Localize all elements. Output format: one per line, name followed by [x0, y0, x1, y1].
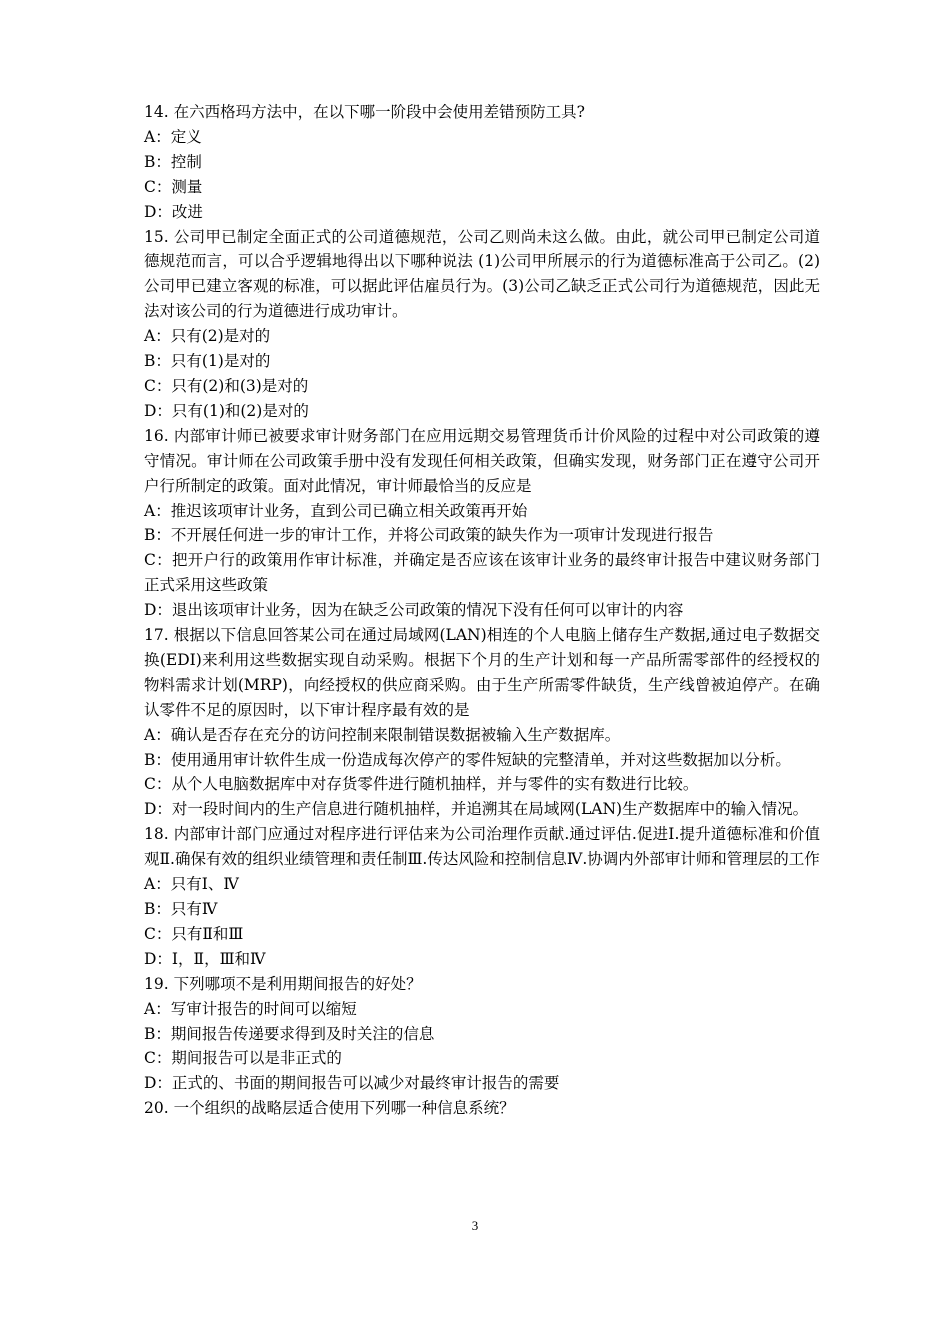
question-18: 18. 内部审计部门应通过对程序进行评估来为公司治理作贡献.通过评估.促进Ⅰ.提升道德标准和价值观Ⅱ.确保有效的组织业绩管理和责任制Ⅲ.传达风险和控制信息Ⅳ.协调内外部审计师和管理层的工作	[144, 825, 820, 869]
document-body	[144, 100, 820, 1121]
option-c: C：期间报告可以是非正式的	[144, 1049, 342, 1068]
option-c: C：测量	[144, 177, 203, 196]
option-b: B：使用通用审计软件生成一份造成每次停产的零件短缺的完整清单，并对这些数据加以分析。	[144, 750, 791, 769]
question-19: 19. 下列哪项不是利用期间报告的好处？	[144, 974, 422, 993]
option-d: D：正式的、书面的期间报告可以减少对最终审计报告的需要	[144, 1074, 560, 1093]
option-b: B：控制	[144, 152, 202, 171]
option-d: D：只有(1)和(2)是对的	[144, 401, 309, 420]
option-c: C：从个人电脑数据库中对存货零件进行随机抽样，并与零件的实有数进行比较。	[144, 775, 699, 794]
option-d: D：对一段时间内的生产信息进行随机抽样，并追溯其在局域网(LAN)生产数据库中的输入情况。	[144, 800, 809, 819]
option-d: D：改进	[144, 202, 203, 221]
option-d: D：退出该项审计业务，因为在缺乏公司政策的情况下没有任何可以审计的内容	[144, 601, 684, 620]
option-b: B：期间报告传递要求得到及时关注的信息	[144, 1024, 435, 1043]
option-c: C：只有Ⅱ和Ⅲ	[144, 924, 244, 943]
option-b: B：只有Ⅳ	[144, 900, 218, 918]
option-a: A：确认是否存在充分的访问控制来限制错误数据被输入生产数据库。	[144, 725, 621, 744]
question-17: 17. 根据以下信息回答某公司在通过局域网(LAN)相连的个人电脑上储存生产数据,通过电子数据交换(EDI)来利用这些数据实现自动采购。根据下个月的生产计划和每一产品所需零部件的经授权的物料需求计划(MRP)，向经授权的供应商采购。由于生产所需零件缺货，生产线曾被迫停产。在确认零件不足的原因时，以下审计程序最有效的是	[144, 626, 820, 719]
page-number: 3	[471, 1218, 479, 1233]
option-a: A：定义	[144, 127, 202, 146]
option-a: A：写审计报告的时间可以缩短	[144, 999, 357, 1018]
option-d: D：Ⅰ，Ⅱ，Ⅲ和Ⅳ	[144, 949, 266, 968]
question-15: 15. 公司甲已制定全面正式的公司道德规范，公司乙则尚未这么做。由此，就公司甲已制定公司道德规范而言，可以合乎逻辑地得出以下哪种说法 (1)公司甲所展示的行为道德标准高于公司乙。(2)公司甲已建立客观的标准，可以据此评估雇员行为。(3)公司乙缺乏正式公司行为道德规范，因此无法对该公司的行为道德进行成功审计。	[144, 227, 820, 321]
question-16: 16. 内部审计师已被要求审计财务部门在应用远期交易管理货币计价风险的过程中对公司政策的遵守情况。审计师在公司政策手册中没有发现任何相关政策，但确实发现，财务部门正在遵守公司开户行所制定的政策。面对此情况，审计师最恰当的反应是	[144, 426, 820, 495]
option-c: C：把开户行的政策用作审计标准，并确定是否应该在该审计业务的最终审计报告中建议财务部门正式采用这些政策	[144, 551, 820, 595]
option-b: B：只有(1)是对的	[144, 352, 271, 371]
option-c: C：只有(2)和(3)是对的	[144, 376, 309, 395]
question-20: 20. 一个组织的战略层适合使用下列哪一种信息系统？	[144, 1099, 515, 1118]
option-b: B：不开展任何进一步的审计工作，并将公司政策的缺失作为一项审计发现进行报告	[144, 526, 714, 545]
question-14: 14. 在六西格玛方法中，在以下哪一阶段中会使用差错预防工具?	[144, 103, 585, 121]
option-a: A：推迟该项审计业务，直到公司已确立相关政策再开始	[144, 501, 528, 520]
option-a: A：只有Ⅰ、Ⅳ	[144, 875, 239, 894]
option-a: A：只有(2)是对的	[144, 327, 271, 346]
